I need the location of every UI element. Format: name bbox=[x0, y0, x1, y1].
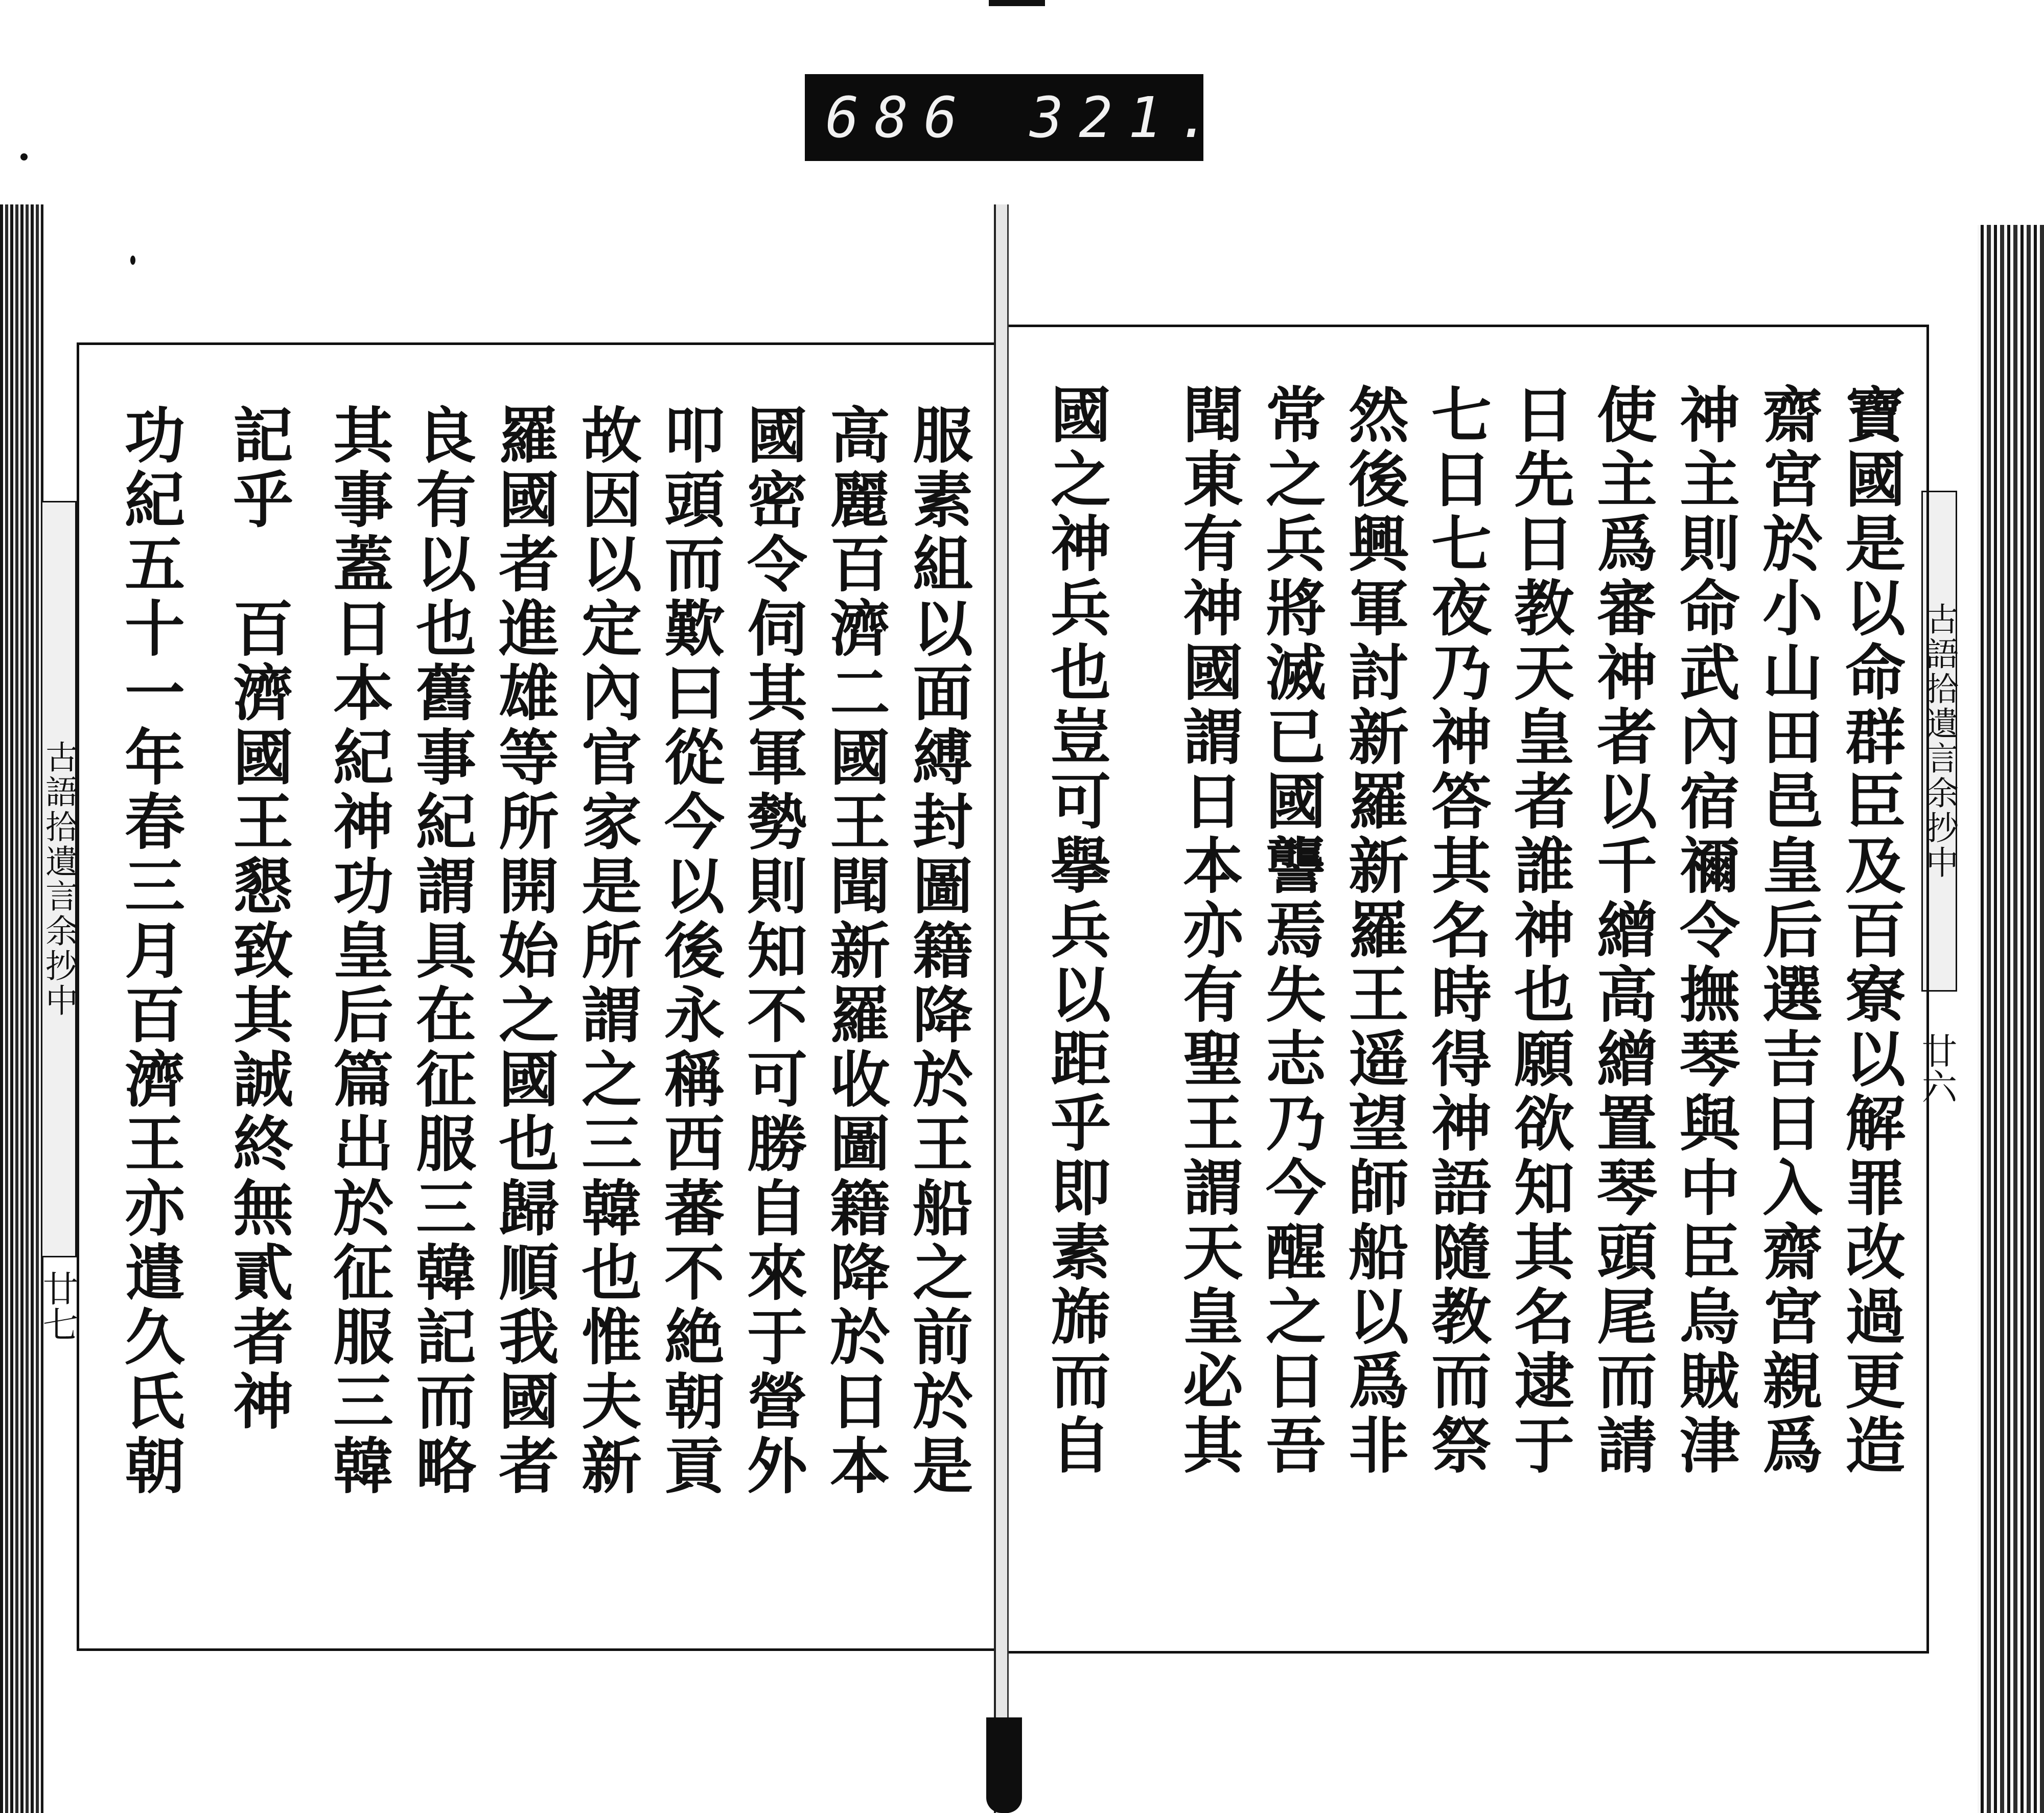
left-page-number: 廿七 bbox=[37, 1270, 79, 1342]
text-column: 叩頭而歎曰從今以後永稱西蕃不絶朝貢 bbox=[654, 404, 725, 1499]
text-column: 記乎 百濟國王懇致其誠終無貳者神 bbox=[223, 404, 294, 1434]
catalog-number-secondary: 321. bbox=[1030, 85, 1226, 150]
book-spine bbox=[994, 204, 1009, 1813]
text-column: 功紀五十一年春三月百濟王亦遣久氏朝 bbox=[114, 404, 185, 1499]
left-margin-title: 古語拾遺言余抄中 bbox=[41, 501, 77, 1257]
book-spread bbox=[0, 204, 2044, 1813]
text-column: 故因以定內官家是所謂之三韓也惟夫新 bbox=[571, 404, 642, 1499]
catalog-label bbox=[805, 74, 1226, 161]
text-column: 寶國是以命群臣及百寮以解罪改過更造 bbox=[1835, 383, 1906, 1478]
text-column: 聞東有神國謂日本亦有聖王謂天皇必其 bbox=[1173, 383, 1244, 1478]
text-column: 國之神兵也豈可擧兵以距乎即素旆而自 bbox=[1040, 383, 1111, 1478]
spine-tab bbox=[986, 1717, 1022, 1813]
text-column: 其事蓋日本紀神功皇后篇出於征服三韓 bbox=[323, 404, 394, 1499]
left-page-edges bbox=[0, 204, 43, 1813]
text-column: 日先日教天皇者誰神也願欲知其名逮于 bbox=[1504, 383, 1575, 1478]
text-column: 服素組以面縛封圖籍降於王船之前於是 bbox=[902, 404, 973, 1499]
text-column: 國密令伺其軍勢則知不可勝自來于營外 bbox=[737, 404, 808, 1499]
catalog-number-primary: 686 bbox=[825, 85, 973, 150]
binding-mark bbox=[989, 0, 1045, 6]
text-column: 良有以也舊事紀謂具在征服三韓記而略 bbox=[406, 404, 477, 1499]
right-page-edges bbox=[1978, 225, 2044, 1813]
text-column: 神主則命武內宿禰令撫琴與中臣烏賊津 bbox=[1669, 383, 1740, 1478]
text-column: 七日七夜乃神答其名時得神語隨教而祭 bbox=[1421, 383, 1492, 1478]
stray-dot bbox=[20, 153, 28, 160]
text-column: 然後興軍討新羅新羅王遥望師船以爲非 bbox=[1338, 383, 1409, 1478]
right-margin-title: 古語拾遺言余抄中 bbox=[1921, 491, 1957, 992]
text-column: 高麗百濟二國王聞新羅收圖籍降於日本 bbox=[820, 404, 891, 1499]
text-column: 羅國者進雄等所開始之國也歸順我國者 bbox=[489, 404, 560, 1499]
text-column: 常之兵將滅已國讋焉失志乃今醒之日吾 bbox=[1256, 383, 1327, 1478]
right-page-number: 廿六 bbox=[1916, 1032, 1958, 1104]
text-column: 使主爲審神者以千繒高繒置琴頭尾而請 bbox=[1587, 383, 1658, 1478]
text-column: 齋宮於小山田邑皇后選吉日入齋宮親爲 bbox=[1752, 383, 1823, 1478]
